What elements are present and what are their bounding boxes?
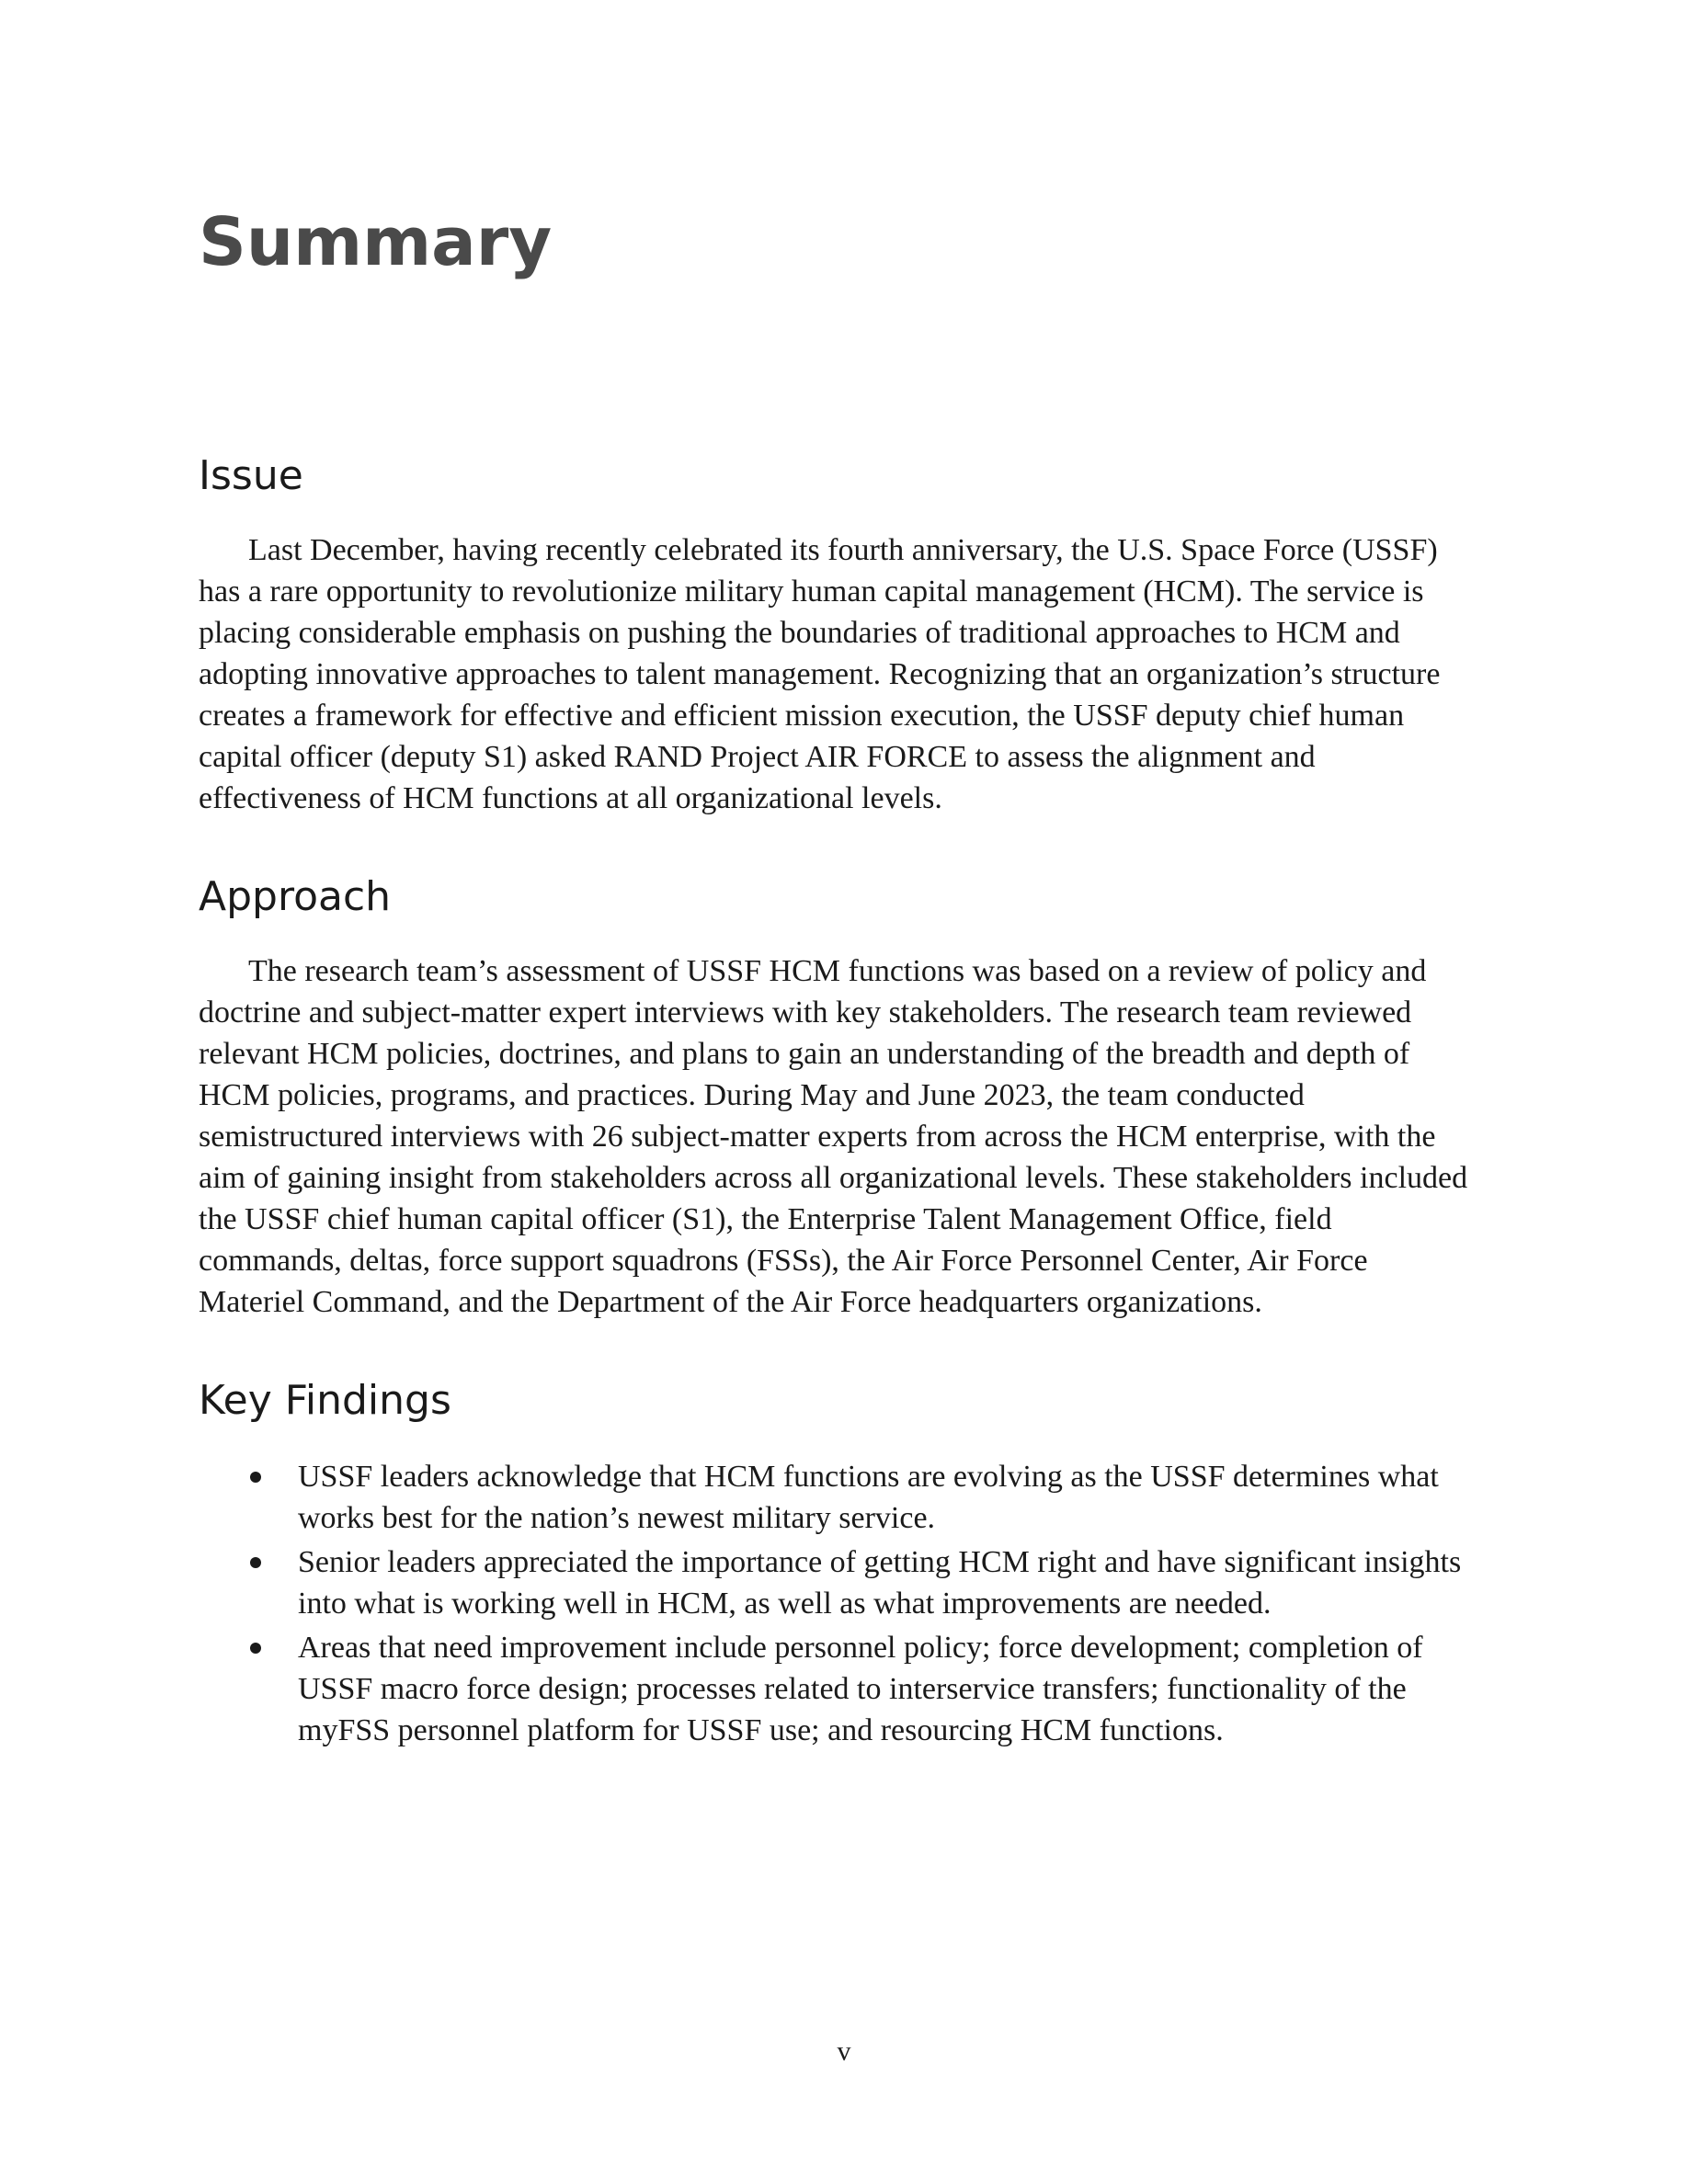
- list-item-line: USSF macro force design; processes related to interservice transfers; functionality of the: [298, 1672, 1407, 1706]
- list-item-line: into what is working well in HCM, as well as what improvements are needed.: [298, 1587, 1272, 1621]
- paragraph-line: creates a framework for effective and efficient mission execution, the USSF deputy chief human: [199, 699, 1405, 733]
- section-heading-issue: Issue: [199, 452, 303, 499]
- bullet-icon: [250, 1643, 261, 1654]
- key-findings-list: [199, 1456, 1489, 1754]
- page-title: Summary: [199, 203, 553, 280]
- paragraph-line: Last December, having recently celebrated its fourth anniversary, the U.S. Space Force (USSF): [248, 533, 1438, 567]
- list-item-line: myFSS personnel platform for USSF use; and resourcing HCM functions.: [298, 1713, 1224, 1747]
- list-item: [199, 1627, 1489, 1751]
- paragraph-line: Materiel Command, and the Department of the Air Force headquarters organizations.: [199, 1285, 1262, 1319]
- list-item: [199, 1456, 1489, 1539]
- list-item: [199, 1541, 1489, 1624]
- paragraph-line: placing considerable emphasis on pushing the boundaries of traditional approaches to HCM and: [199, 616, 1400, 650]
- bullet-icon: [250, 1557, 261, 1568]
- paragraph-line: semistructured interviews with 26 subject-matter experts from across the HCM enterprise, with the: [199, 1120, 1436, 1154]
- list-item-line: USSF leaders acknowledge that HCM functions are evolving as the USSF determines what: [298, 1460, 1439, 1494]
- section-heading-approach: Approach: [199, 873, 392, 920]
- paragraph-line: doctrine and subject-matter expert interviews with key stakeholders. The research team reviewed: [199, 995, 1412, 1029]
- approach-paragraph: [199, 950, 1486, 1323]
- paragraph-line: the USSF chief human capital officer (S1), the Enterprise Talent Management Office, field: [199, 1202, 1332, 1236]
- bullet-icon: [250, 1472, 261, 1483]
- section-heading-key-findings: Key Findings: [199, 1377, 451, 1424]
- paragraph-line: commands, deltas, force support squadrons (FSSs), the Air Force Personnel Center, Air Force: [199, 1244, 1368, 1278]
- list-item-line: works best for the nation’s newest military service.: [298, 1501, 936, 1535]
- list-item-line: Senior leaders appreciated the importance of getting HCM right and have significant insights: [298, 1545, 1462, 1579]
- list-item-line: Areas that need improvement include personnel policy; force development; completion of: [298, 1631, 1423, 1665]
- paragraph-line: aim of gaining insight from stakeholders across all organizational levels. These stakeholders included: [199, 1161, 1468, 1195]
- paragraph-line: relevant HCM policies, doctrines, and plans to gain an understanding of the breadth and depth of: [199, 1037, 1410, 1071]
- paragraph-line: adopting innovative approaches to talent management. Recognizing that an organization’s structure: [199, 657, 1441, 691]
- page-number: v: [837, 2036, 851, 2066]
- paragraph-line: has a rare opportunity to revolutionize military human capital management (HCM). The service is: [199, 574, 1424, 609]
- issue-paragraph: [199, 529, 1486, 819]
- paragraph-line: effectiveness of HCM functions at all organizational levels.: [199, 781, 942, 815]
- paragraph-line: capital officer (deputy S1) asked RAND Project AIR FORCE to assess the alignment and: [199, 740, 1316, 774]
- paragraph-line: HCM policies, programs, and practices. During May and June 2023, the team conducted: [199, 1078, 1305, 1112]
- paragraph-line: The research team’s assessment of USSF HCM functions was based on a review of policy and: [248, 954, 1427, 988]
